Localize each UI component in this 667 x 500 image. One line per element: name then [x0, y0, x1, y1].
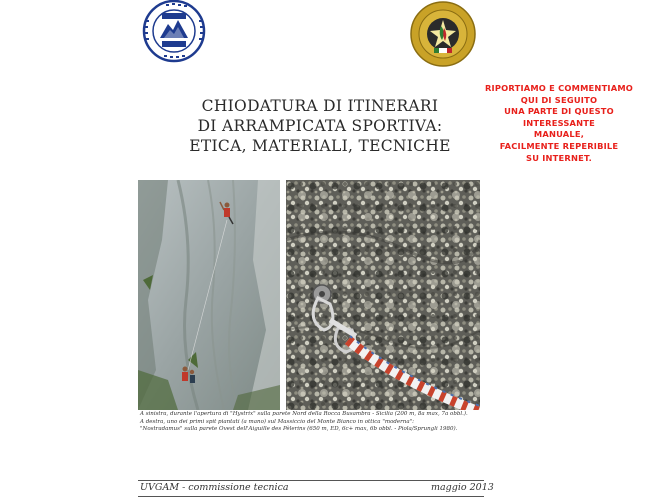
caption-line-2: A destra, uno dei primi spit piantati (a mano) sul Massiccio del Monte Bianco in ottica "moderna": [140, 418, 414, 425]
footer-divider-top [138, 480, 484, 481]
footer-date: maggio 2013 [431, 482, 494, 493]
red-comment-note [484, 83, 634, 164]
document-title [150, 96, 490, 156]
note-line: UNA PARTE DI QUESTO [504, 106, 614, 117]
uvgam-logo [140, 0, 208, 64]
note-line: MANUALE, [533, 129, 585, 140]
note-line: RIPORTIAMO E COMMENTIAMO [484, 83, 634, 93]
title-line-1: CHIODATURA DI ITINERARI [201, 97, 439, 115]
climbing-wall-photo [138, 180, 280, 410]
note-line: QUI DI SEGUITO [520, 94, 598, 105]
note-line: FACILMENTE REPERIBILE [499, 140, 619, 151]
note-line: INTERESSANTE [522, 117, 596, 128]
mountain-guide-seal-logo [408, 0, 478, 68]
bolt-quickdraw-photo [286, 180, 480, 410]
footer-divider-bottom [138, 496, 484, 497]
title-line-3: ETICA, MATERIALI, TECNICHE [189, 137, 451, 155]
photo-caption [140, 411, 485, 434]
title-line-2: DI ARRAMPICATA SPORTIVA: [197, 117, 443, 135]
footer-organization: UVGAM - commissione tecnica [140, 482, 289, 493]
note-line: SU INTERNET. [526, 152, 592, 163]
caption-line-3: "Nostradamus" sulla parete Ovest dell'Aiguille des Pèlerins (650 m, ED, 6c+ max, 6b obbl. - Piola/Sprungli 1980). [140, 426, 458, 433]
caption-line-1: A sinistra, durante l'apertura di "Hystrix" sulla parete Nord della Rocca Busambra - Sicilia (200 m, 8a max, 7a obbl.). [140, 411, 468, 417]
